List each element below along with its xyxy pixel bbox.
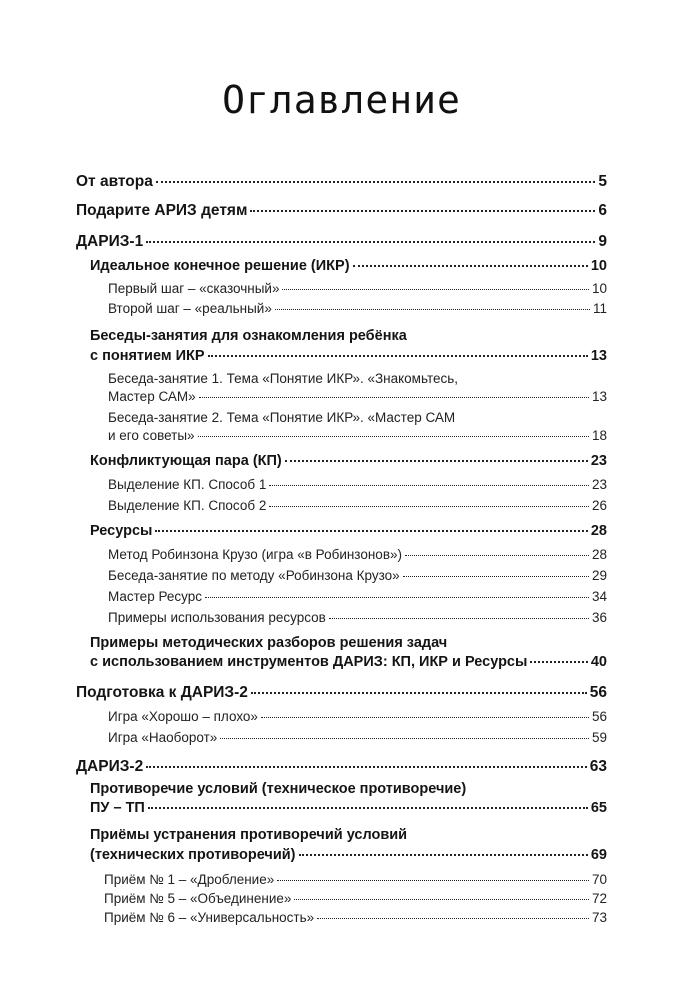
toc-entry-title: ДАРИЗ-2 [76, 758, 144, 775]
toc-entry-page: 23 [590, 453, 607, 469]
dot-leader [299, 854, 588, 856]
toc-entry-page: 10 [590, 258, 607, 274]
toc-entry-page: 56 [589, 684, 607, 701]
toc-entry-page: 34 [591, 589, 607, 604]
toc-entry-title: Выделение КП. Способ 2 [108, 498, 267, 513]
toc-entry-title: Первый шаг – «сказочный» [108, 281, 280, 296]
toc-entry[interactable] [108, 429, 607, 443]
toc-entry[interactable] [76, 174, 607, 190]
toc-entry[interactable] [90, 454, 607, 469]
toc-entry[interactable] [108, 499, 607, 513]
dot-leader [282, 289, 589, 290]
toc-entry[interactable] [90, 349, 607, 364]
toc-entry-title: Примеры использования ресурсов [108, 610, 326, 625]
dot-leader [220, 738, 589, 739]
toc-entry[interactable] [108, 611, 607, 625]
toc-entry-title-line1: Беседа-занятие 2. Тема «Понятие ИКР». «Мастер САМ [108, 410, 456, 425]
toc-entry-title: (технических противоречий) [90, 847, 296, 863]
toc-entry-title-line1: Беседы-занятия для ознакомления ребёнка [90, 328, 407, 344]
toc-entry[interactable] [90, 524, 607, 539]
toc-entry[interactable] [104, 911, 607, 925]
toc-entry-title: ПУ – ТП [90, 800, 145, 816]
toc-entry-page: 28 [591, 547, 607, 562]
toc-entry-title-line1: Примеры методических разборов решения задач [90, 635, 448, 651]
toc-entry-title: Приём № 1 – «Дробление» [104, 872, 275, 887]
toc-entry-title: Приём № 6 – «Универсальность» [104, 910, 315, 925]
toc-entry-title-line1: Противоречие условий (техническое противоречие) [90, 781, 467, 797]
dot-leader [353, 265, 588, 267]
toc-entry-page: 13 [591, 389, 607, 404]
toc-entry-title: с использованием инструментов ДАРИЗ: КП, ИКР и Ресурсы [90, 654, 528, 670]
toc-entry-page: 69 [590, 847, 607, 863]
toc-entry-title-line1: Беседа-занятие 1. Тема «Понятие ИКР». «Знакомьтесь, [108, 371, 459, 386]
toc-entry-title: Подготовка к ДАРИЗ-2 [76, 684, 248, 701]
toc-entry-title: Беседа-занятие по методу «Робинзона Крузо» [108, 568, 400, 583]
dot-leader [205, 597, 589, 598]
dot-leader [403, 576, 589, 577]
dot-leader [269, 485, 589, 486]
toc-entry[interactable] [104, 873, 607, 887]
toc-entry-title: Выделение КП. Способ 1 [108, 477, 267, 492]
toc-entry[interactable] [76, 234, 607, 250]
toc-entry-title: Игра «Наоборот» [108, 730, 218, 745]
toc-entry-page: 36 [591, 610, 607, 625]
dot-leader [199, 397, 589, 398]
dot-leader [405, 555, 589, 556]
dot-leader [146, 766, 587, 768]
dot-leader [155, 530, 587, 532]
toc-entry-title: От автора [76, 173, 153, 190]
toc-entry-title: с понятием ИКР [90, 348, 205, 364]
dot-leader [277, 880, 589, 881]
dot-leader [269, 506, 589, 507]
toc-entry-title: Ресурсы [90, 523, 153, 539]
dot-leader [148, 807, 588, 809]
toc-entry[interactable] [108, 731, 607, 745]
dot-leader [275, 309, 590, 310]
toc-entry[interactable] [90, 655, 607, 670]
toc-entry-title: Метод Робинзона Крузо (игра «в Робинзонов») [108, 547, 402, 562]
toc-entry-page: 29 [591, 568, 607, 583]
toc-entry-title: ДАРИЗ-1 [76, 233, 144, 250]
toc-entry[interactable] [90, 848, 607, 863]
dot-leader [146, 241, 595, 243]
dot-leader [329, 618, 589, 619]
dot-leader [250, 210, 595, 212]
dot-leader [530, 661, 587, 663]
toc-entry-page: 6 [598, 202, 607, 219]
toc-entry[interactable] [108, 390, 607, 404]
toc-entry-title: Мастер Ресурс [108, 589, 202, 604]
toc-entry-page: 23 [591, 477, 607, 492]
dot-leader [317, 918, 589, 919]
toc-entry-page: 63 [589, 758, 607, 775]
dot-leader [261, 717, 589, 718]
toc-entry[interactable] [108, 590, 607, 604]
toc-entry-title: Игра «Хорошо – плохо» [108, 709, 258, 724]
toc-entry-title: Мастер САМ» [108, 389, 196, 404]
dot-leader [294, 899, 589, 900]
dot-leader [208, 355, 588, 357]
toc-entry[interactable] [108, 302, 607, 316]
toc-entry-page: 72 [591, 891, 607, 906]
toc-entry-title: Конфликтующая пара (КП) [90, 453, 282, 469]
toc-entry[interactable] [90, 801, 607, 816]
toc-entry[interactable] [108, 478, 607, 492]
toc-entry-title: Приём № 5 – «Объединение» [104, 891, 292, 906]
toc-entry[interactable] [76, 685, 607, 701]
toc-entry-page: 11 [592, 301, 607, 316]
toc-entry[interactable] [76, 759, 607, 775]
toc-entry[interactable] [108, 710, 607, 724]
toc-entry-page: 70 [591, 872, 607, 887]
toc-entry[interactable] [108, 548, 607, 562]
toc-entry-page: 65 [590, 800, 607, 816]
toc-entry-page: 26 [591, 498, 607, 513]
dot-leader [198, 436, 589, 437]
dot-leader [156, 181, 596, 183]
dot-leader [285, 460, 588, 462]
toc-entry-title: Подарите АРИЗ детям [76, 202, 248, 219]
toc-entry-title: Второй шаг – «реальный» [108, 301, 272, 316]
toc-entry[interactable] [76, 203, 607, 219]
toc-entry[interactable] [90, 259, 607, 274]
toc-entry-title-line1: Приёмы устранения противоречий условий [90, 827, 408, 843]
dot-leader [251, 692, 587, 694]
toc-entry-page: 56 [591, 709, 607, 724]
toc-entry[interactable] [104, 892, 607, 906]
toc-entry-title: Идеальное конечное решение (ИКР) [90, 258, 350, 274]
toc-entry-page: 5 [598, 173, 607, 190]
toc-entry[interactable] [108, 282, 607, 296]
toc-entry-page: 59 [591, 730, 607, 745]
toc-entry-page: 73 [591, 910, 607, 925]
toc-entry-page: 9 [598, 233, 607, 250]
toc-entry-page: 40 [590, 654, 607, 670]
toc-entry-page: 13 [590, 348, 607, 364]
toc-entry-title: и его советы» [108, 428, 195, 443]
toc-entry[interactable] [108, 569, 607, 583]
page-title: Оглавление [222, 78, 461, 122]
toc-entry-page: 10 [591, 281, 607, 296]
toc-entry-page: 18 [591, 428, 607, 443]
toc-entry-page: 28 [590, 523, 607, 539]
